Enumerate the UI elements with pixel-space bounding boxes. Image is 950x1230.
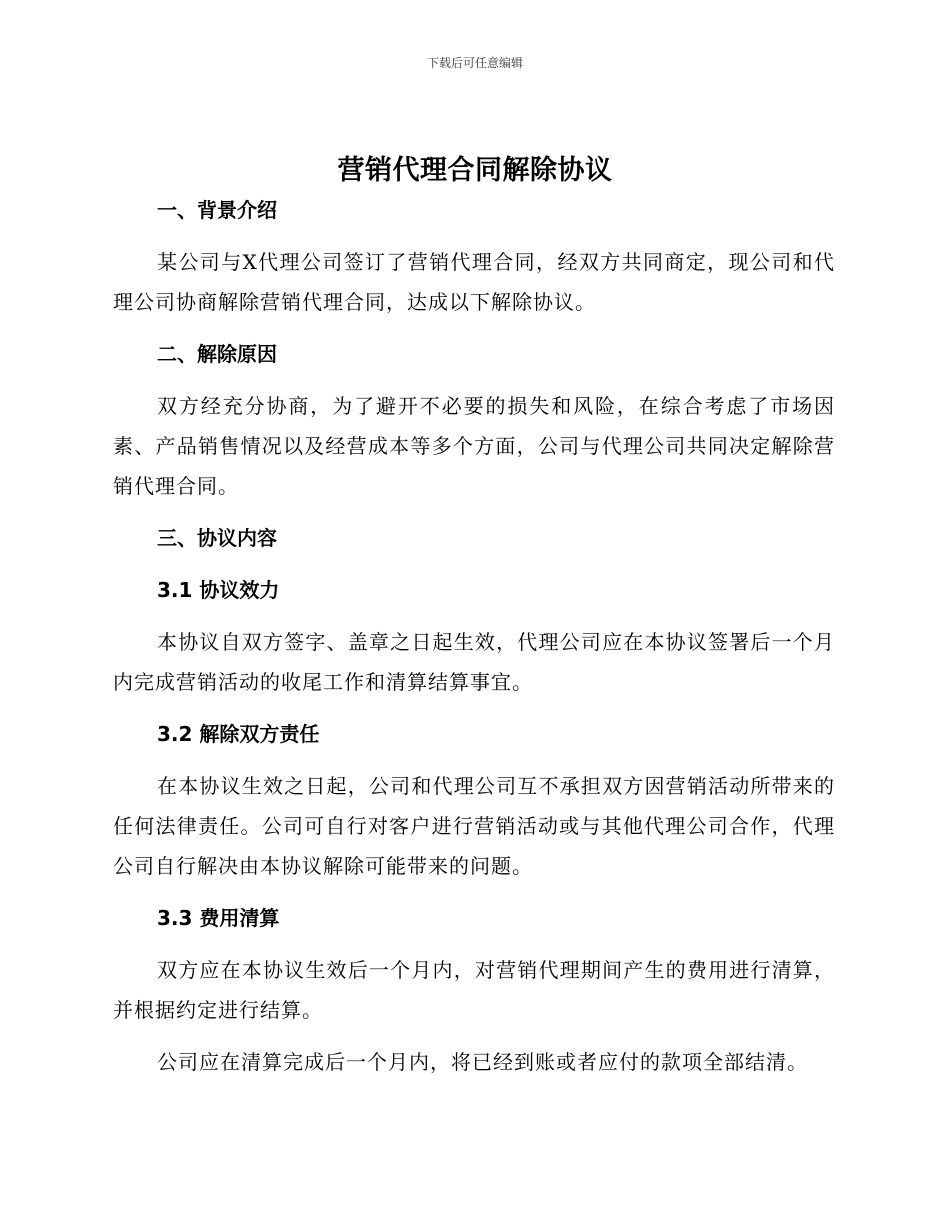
section-heading-background: 一、背景介绍 [157,198,277,222]
paragraph-settlement-1: 双方应在本协议生效后一个月内，对营销代理期间产生的费用进行清算，并根据约定进行结算。 [113,958,835,1022]
section-heading-reason: 二、解除原因 [157,342,277,366]
header-note: 下载后可任意编辑 [426,56,523,70]
paragraph-settlement-2: 公司应在清算完成后一个月内，将已经到账或者应付的款项全部结清。 [157,1050,808,1074]
section-heading-content: 三、协议内容 [157,526,277,550]
paragraph-effect: 本协议自双方签字、盖章之日起生效，代理公司应在本协议签署后一个月内完成营销活动的收尾工作和清算结算事宜。 [113,630,835,694]
document-body [113,190,835,1082]
paragraph-reason: 双方经充分协商，为了避开不必要的损失和风险，在综合考虑了市场因素、产品销售情况以及经营成本等多个方面，公司与代理公司共同决定解除营销代理合同。 [113,394,835,498]
subsection-heading-settlement: 3.3 费用清算 [157,906,280,930]
subsection-heading-effect: 3.1 协议效力 [157,578,280,602]
paragraph-liability: 在本协议生效之日起，公司和代理公司互不承担双方因营销活动所带来的任何法律责任。公司可自行对客户进行营销活动或与其他代理公司合作，代理公司自行解决由本协议解除可能带来的问题。 [113,774,835,878]
subsection-heading-liability: 3.2 解除双方责任 [157,722,320,746]
paragraph-background: 某公司与X代理公司签订了营销代理合同，经双方共同商定，现公司和代理公司协商解除营销代理合同，达成以下解除协议。 [113,250,835,314]
document-title: 营销代理合同解除协议 [337,155,613,186]
